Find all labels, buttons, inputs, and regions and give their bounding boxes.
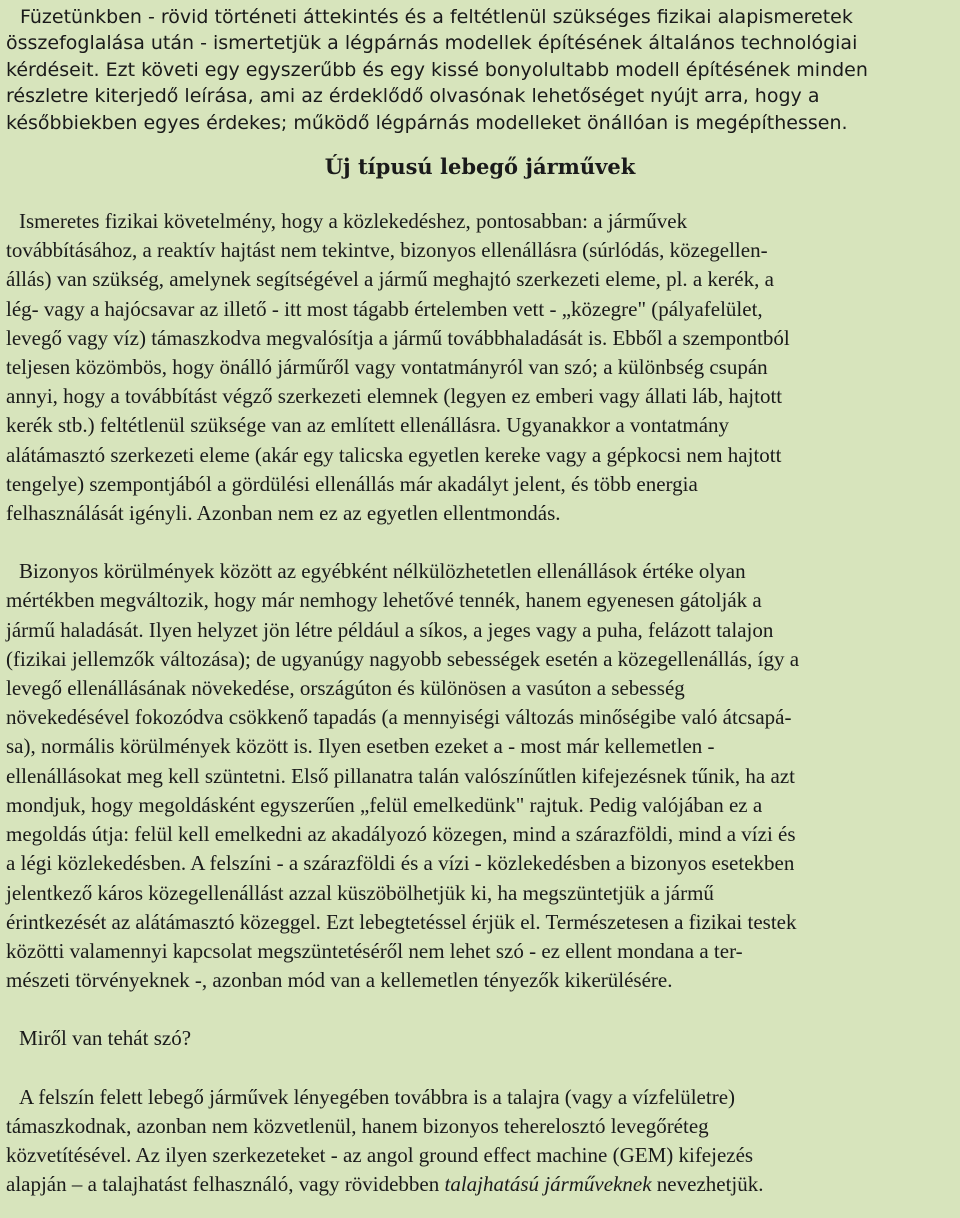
paragraph-line: jelentkező káros közegellenállást azzal küszöbölhetjük ki, ha megszüntetjük a jármű (6, 880, 714, 905)
paragraph-line: annyi, hogy a továbbítást végző szerkezeti elemnek (legyen ez emberi vagy állati láb, hajtott (6, 384, 783, 409)
paragraph-line: lég- vagy a hajócsavar az illető - itt most tágabb értelemben vett - „közegre" (pályafelület, (6, 296, 763, 321)
paragraph-line: támaszkodnak, azonban nem közvetlenül, hanem bizonyos teherelosztó levegőréteg (6, 1113, 709, 1138)
paragraph-line: érintkezését az alátámasztó közeggel. Ezt lebegtetéssel érjük el. Természetesen a fizikai testek (6, 909, 797, 934)
paragraph-line: (fizikai jellemzők változása); de ugyanúgy nagyobb sebességek esetén a közegellenállás, így a (6, 646, 800, 671)
paragraph-spacer (6, 995, 954, 1024)
paragraph-line: mészeti törvényeknek -, azonban mód van a kellemetlen tényezők kikerülésére. (6, 968, 673, 993)
intro-paragraph (6, 4, 954, 136)
intro-line: részletre kiterjedő leírása, ami az érdeklődő olvasónak lehetőséget nyújt arra, hogy a (6, 85, 820, 108)
paragraph-line: közötti valamennyi kapcsolat megszüntetéséről nem lehet szó - ez ellent mondana a ter- (6, 938, 743, 963)
paragraph-line: jármű haladását. Ilyen helyzet jön létre például a síkos, a jeges vagy a puha, felázott talajon (6, 617, 774, 642)
paragraph-line: a légi közlekedésben. A felszíni - a szárazföldi és a vízi - közlekedésben a bizonyos esetekben (6, 851, 795, 876)
paragraph-line: levegő ellenállásának növekedése, országúton és különösen a vasúton a sebesség (6, 676, 685, 701)
paragraph-spacer (6, 528, 954, 557)
paragraph-line: sa), normális körülmények között is. Ilyen esetben ezeket a - most már kellemetlen - (6, 734, 715, 759)
paragraph-line: alátámasztó szerkezeti eleme (akár egy talicska egyetlen kereke vagy a gépkocsi nem hajtott (6, 442, 782, 467)
paragraph-line: állás) van szükség, amelynek segítségével a jármű meghajtó szerkezeti eleme, pl. a kerék, a (6, 267, 774, 292)
paragraph-line: A felszín felett lebegő járművek lényegében továbbra is a talajra (vagy a vízfelületre) (19, 1084, 736, 1109)
paragraph-line: felhasználását igényli. Azonban nem ez az egyetlen ellentmondás. (6, 501, 561, 526)
paragraph-line: megoldás útja: felül kell emelkedni az akadályozó közegen, mind a szárazföldi, mind a vízi és (6, 822, 796, 847)
last-line-prefix: alapján – a talajhatást felhasználó, vagy rövidebben (6, 1172, 445, 1197)
intro-line: későbbiekben egyes érdekes; működő légpárnás modelleket önállóan is megépíthessen. (6, 111, 848, 134)
intro-line: Füzetünkben - rövid történeti áttekintés és a feltétlenül szükséges fizikai alapismeretek (20, 6, 853, 28)
paragraph-line: Miről van tehát szó? (19, 1026, 192, 1051)
paragraph-line: kerék stb.) feltétlenül szüksége van az említett ellenállásra. Ugyanakkor a vontatmány (6, 413, 730, 438)
paragraph-line: mértékben megváltozik, hogy már nemhogy lehetővé tennék, hanem egyenesen gátolják a (6, 588, 762, 613)
paragraph-3 (6, 1024, 954, 1053)
paragraph-line: mondjuk, hogy megoldásként egyszerűen „felül emelkedünk" rajtuk. Pedig valójában ez a (6, 792, 763, 817)
paragraph-line: tengelye) szempontjából a gördülési ellenállás már akadályt jelent, és több energia (6, 471, 698, 496)
paragraph-line: ellenállásokat meg kell szüntetni. Első pillanatra talán valószínűtlen kifejezésnek tűnik, ha azt (6, 763, 795, 788)
last-line-suffix: nevezhetjük. (651, 1172, 764, 1197)
paragraph-4 (6, 1083, 954, 1200)
paragraph-2 (6, 557, 954, 995)
italic-term: talajhatású járműveknek (444, 1172, 652, 1197)
paragraph-line: közvetítésével. Az ilyen szerkezeteket - az angol ground effect machine (GEM) kifejezés (6, 1142, 754, 1167)
paragraph-line: továbbításához, a reaktív hajtást nem tekintve, bizonyos ellenállásra (súrlódás, közegellen- (6, 238, 768, 263)
paragraph-line: Ismeretes fizikai követelmény, hogy a közlekedéshez, pontosabban: a járművek (19, 209, 688, 234)
paragraph-line: Bizonyos körülmények között az egyébként nélkülözhetetlen ellenállások értéke olyan (19, 559, 746, 584)
intro-line: kérdéseit. Ezt követi egy egyszerűbb és egy kissé bonyolultabb modell építésének minden (6, 58, 868, 81)
paragraph-line: levegő vagy víz) támaszkodva megvalósítja a jármű továbbhaladását is. Ebből a szempontból (6, 325, 790, 350)
paragraph-spacer (6, 1054, 954, 1083)
paragraph-line: teljesen közömbös, hogy önálló járműről vagy vontatmányról van szó; a különbség csupán (6, 355, 768, 380)
paragraph-last-line (6, 1170, 954, 1199)
intro-line: összefoglalása után - ismertetjük a légpárnás modellek építésének általános technológiai (6, 32, 858, 55)
paragraph-line: növekedésével fokozódva csökkenő tapadás (a mennyiségi változás minőségibe való átcsapá- (6, 705, 792, 730)
paragraph-1 (6, 207, 954, 528)
section-heading: Új típusú lebegő járművek (324, 154, 636, 180)
